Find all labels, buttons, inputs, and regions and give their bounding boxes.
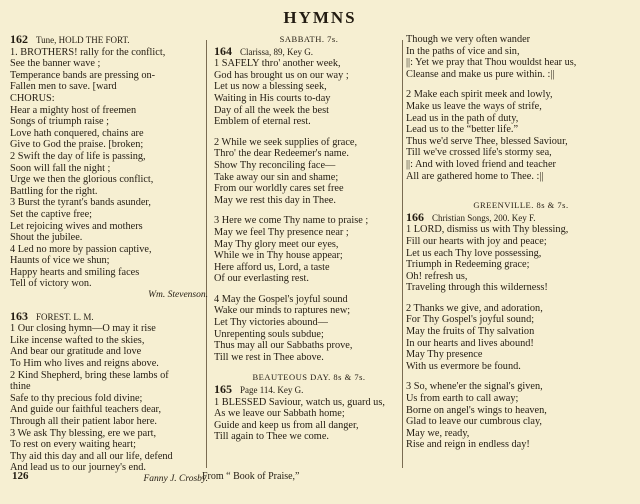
verse-line: 1. BROTHERS! rally for the conflict, — [10, 46, 166, 58]
tune-heading: SABBATH. 7s. — [279, 34, 339, 44]
verse-line: Emblem of eternal rest. — [214, 116, 311, 128]
spacer — [406, 294, 636, 303]
verse-line: Till again to Thee we come. — [214, 431, 329, 443]
verse-line: With us evermore be found. — [406, 360, 521, 372]
verse-line: And lead us to our journey's end. — [10, 462, 146, 474]
source-note: From “ Book of Praise,” — [202, 471, 300, 482]
spacer — [10, 302, 208, 311]
verse-line: Unrepenting souls subdue; — [214, 328, 324, 340]
verse-line: Till we rest in Thee above. — [214, 351, 324, 363]
verse-line: Hear a mighty host of freemen — [10, 104, 137, 116]
verse-line: ||: Yet we pray that Thou wouldst hear us, — [406, 57, 577, 69]
verse-line: Like incense wafted to the skies, — [10, 334, 145, 346]
hymn-number: 162 — [10, 32, 28, 46]
verse-line: 2 While we seek supplies of grace, — [214, 136, 358, 148]
verse-line: In the paths of vice and sin, — [406, 45, 520, 57]
verse-line: Take away our sin and shame; — [214, 171, 339, 183]
verse-line: For Thy Gospel's joyful sound; — [406, 314, 535, 326]
verse-line: God has brought us on our way ; — [214, 69, 349, 81]
verse-line: 2 Make each spirit meek and lowly, — [406, 89, 553, 101]
column-left — [10, 34, 208, 486]
verse-line: Thus we'd serve Thee, blessed Saviour, — [406, 135, 568, 147]
verse-line: thine — [10, 381, 31, 393]
verse-line: May we feel Thy presence near ; — [214, 226, 349, 238]
verse-line: To Him who lives and reigns above. — [10, 358, 159, 370]
verse-line: Waiting in His courts to-day — [214, 92, 331, 104]
verse-line: And bear our gratitude and love — [10, 346, 142, 358]
verse-line: Fallen men to save. [ward — [10, 81, 117, 93]
verse-line: Make us leave the ways of strife, — [406, 100, 542, 112]
verse-line: Songs of triumph raise ; — [10, 116, 109, 128]
verse-line: May we, ready, — [406, 427, 470, 439]
page-title: HYMNS — [283, 8, 357, 27]
verse-line: Haunts of vice we shun; — [10, 255, 110, 267]
verse-line: Lead us to the “better life.” — [406, 124, 519, 136]
verse-line: CHORUS: — [10, 92, 55, 104]
hymn-header — [214, 384, 404, 397]
verse-line: Give to God the praise. [broken; — [10, 139, 144, 151]
verse-line: May we rest this day in Thee. — [214, 194, 336, 206]
hymn-header — [406, 209, 636, 225]
verse-line: May the fruits of Thy salvation — [406, 326, 535, 338]
verse-line: Set the captive free; — [10, 208, 93, 220]
spacer — [214, 285, 404, 294]
spacer — [214, 363, 404, 372]
verse-line: Day of all the week the best — [214, 104, 329, 116]
verse-line: 1 BLESSED Saviour, watch us, guard us, — [214, 396, 385, 408]
page-number: 126 — [12, 470, 29, 482]
hymn-tune: Clarissa, 89, Key G. — [240, 46, 313, 57]
tune-heading: BEAUTEOUS DAY. 8s & 7s. — [252, 372, 366, 383]
verse-line: Till we've crossed life's stormy sea, — [406, 147, 552, 159]
verse-line: Fill our hearts with joy and peace; — [406, 235, 547, 247]
verse-line: Thro' the dear Redeemer's name. — [214, 148, 349, 160]
verse-line: From our worldly cares set free — [214, 183, 344, 195]
verse-line: Triumph in Redeeming grace; — [406, 259, 530, 271]
verse-line: Thus may all our Sabbaths prove, — [214, 340, 353, 352]
hymn-header — [10, 308, 208, 324]
spacer — [406, 372, 636, 381]
hymn-header — [10, 34, 208, 47]
verse-line: Urge we then the glorious conflict, — [10, 174, 154, 186]
verse-line: Safe to thy precious fold divine; — [10, 392, 143, 404]
spacer — [406, 80, 636, 89]
verse-line: All are gathered home to Thee. :|| — [406, 170, 544, 182]
author-credit: Fanny J. Crosby. — [143, 473, 208, 484]
verse-line: Love hath conquered, chains are — [10, 127, 144, 139]
verse-line: Temperance bands are pressing on- — [10, 69, 156, 81]
hymn-tune: Christian Songs, 200. Key F. — [432, 212, 536, 223]
verse-line: Though we very often wander — [406, 34, 531, 45]
verse-line: Of our everlasting rest. — [214, 273, 309, 285]
verse-line: Guide and keep us from all danger, — [214, 419, 359, 431]
hymn-number: 164 — [214, 43, 232, 58]
verse-line: Cleanse and make us pure within. :|| — [406, 68, 555, 80]
verse-line: 1 SAFELY thro' another week, — [214, 58, 341, 70]
verse-line: See the banner wave ; — [10, 58, 101, 70]
author-credit: Wm. Stevenson. — [148, 290, 208, 301]
verse-line: Soon will fall the night ; — [10, 162, 111, 174]
verse-line: Let us each Thy love possessing, — [406, 247, 542, 259]
verse-line: 2 Swift the day of life is passing, — [10, 150, 146, 162]
verse-line: Here afford us, Lord, a taste — [214, 261, 330, 273]
verse-line: While we in Thy house appear; — [214, 250, 343, 262]
verse-line: In our hearts and lives abound! — [406, 337, 534, 349]
verse-line: To rest on every waiting heart; — [10, 439, 136, 451]
spacer — [214, 206, 404, 215]
verse-line: And guide our faithful teachers dear, — [10, 404, 162, 416]
hymn-number: 165 — [214, 382, 232, 397]
verse-line: Wake our minds to raptures new; — [214, 305, 351, 317]
verse-line: Shout the jubilee. — [10, 232, 83, 244]
hymn-header — [214, 43, 404, 59]
verse-line: 3 So, whene'er the signal's given, — [406, 381, 543, 393]
verse-line: Glad to leave our cumbrous clay, — [406, 416, 543, 428]
verse-line: Us from earth to call away; — [406, 393, 519, 405]
verse-line: 1 Our closing hymn—O may it rise — [10, 323, 156, 335]
verse-line: Lead us in the path of duty, — [406, 112, 519, 124]
verse-line: 3 Here we come Thy name to praise ; — [214, 215, 369, 227]
column-right — [406, 34, 636, 451]
verse-line: Thy aid this day and all our life, defend — [10, 450, 173, 462]
hymn-tune: FOREST. L. M. — [36, 311, 94, 322]
column-middle — [214, 34, 404, 443]
spacer — [406, 191, 636, 200]
verse-line: 4 May the Gospel's joyful sound — [214, 293, 348, 305]
verse-line: 4 Led no more by passion captive, — [10, 243, 152, 255]
verse-line: ||: And with loved friend and teacher — [406, 158, 556, 170]
verse-line: Oh! refresh us, — [406, 270, 468, 282]
verse-line: Through all their patient labor here. — [10, 416, 157, 427]
verse-line: As we leave our Sabbath home; — [214, 408, 345, 420]
hymn-number: 166 — [406, 209, 424, 224]
verse-line: Show Thy reconciling face— — [214, 159, 336, 171]
tune-heading: GREENVILLE. 8s & 7s. — [473, 200, 569, 211]
verse-line: 2 Kind Shepherd, bring these lambs of — [10, 369, 169, 381]
verse-line: Borne on angel's wings to heaven, — [406, 404, 547, 416]
verse-line: 3 We ask Thy blessing, ere we part, — [10, 427, 157, 439]
verse-line: May Thy presence — [406, 349, 483, 361]
verse-line: Traveling through this wilderness! — [406, 282, 548, 294]
verse-line: Let Thy victories abound— — [214, 317, 328, 329]
spacer — [214, 128, 404, 137]
spacer — [406, 182, 636, 191]
verse-line: Rise and reign in endless day! — [406, 439, 530, 451]
verse-line: Battling for the right. — [10, 185, 98, 197]
verse-line: Let rejoicing wives and mothers — [10, 220, 143, 232]
hymn-tune: Page 114. Key G. — [240, 385, 304, 396]
verse-line: May Thy glory meet our eyes, — [214, 238, 339, 250]
verse-line: 1 LORD, dismiss us with Thy blessing, — [406, 224, 569, 236]
verse-line: 2 Thanks we give, and adoration, — [406, 302, 543, 314]
hymn-tune: Tune, HOLD THE FORT. — [36, 35, 130, 45]
verse-line: 3 Burst the tyrant's bands asunder, — [10, 197, 151, 209]
verse-line: Happy hearts and smiling faces — [10, 266, 140, 278]
hymn-number: 163 — [10, 308, 28, 323]
verse-line: Tell of victory won. — [10, 278, 92, 290]
verse-line: Let us now a blessing seek, — [214, 81, 327, 93]
